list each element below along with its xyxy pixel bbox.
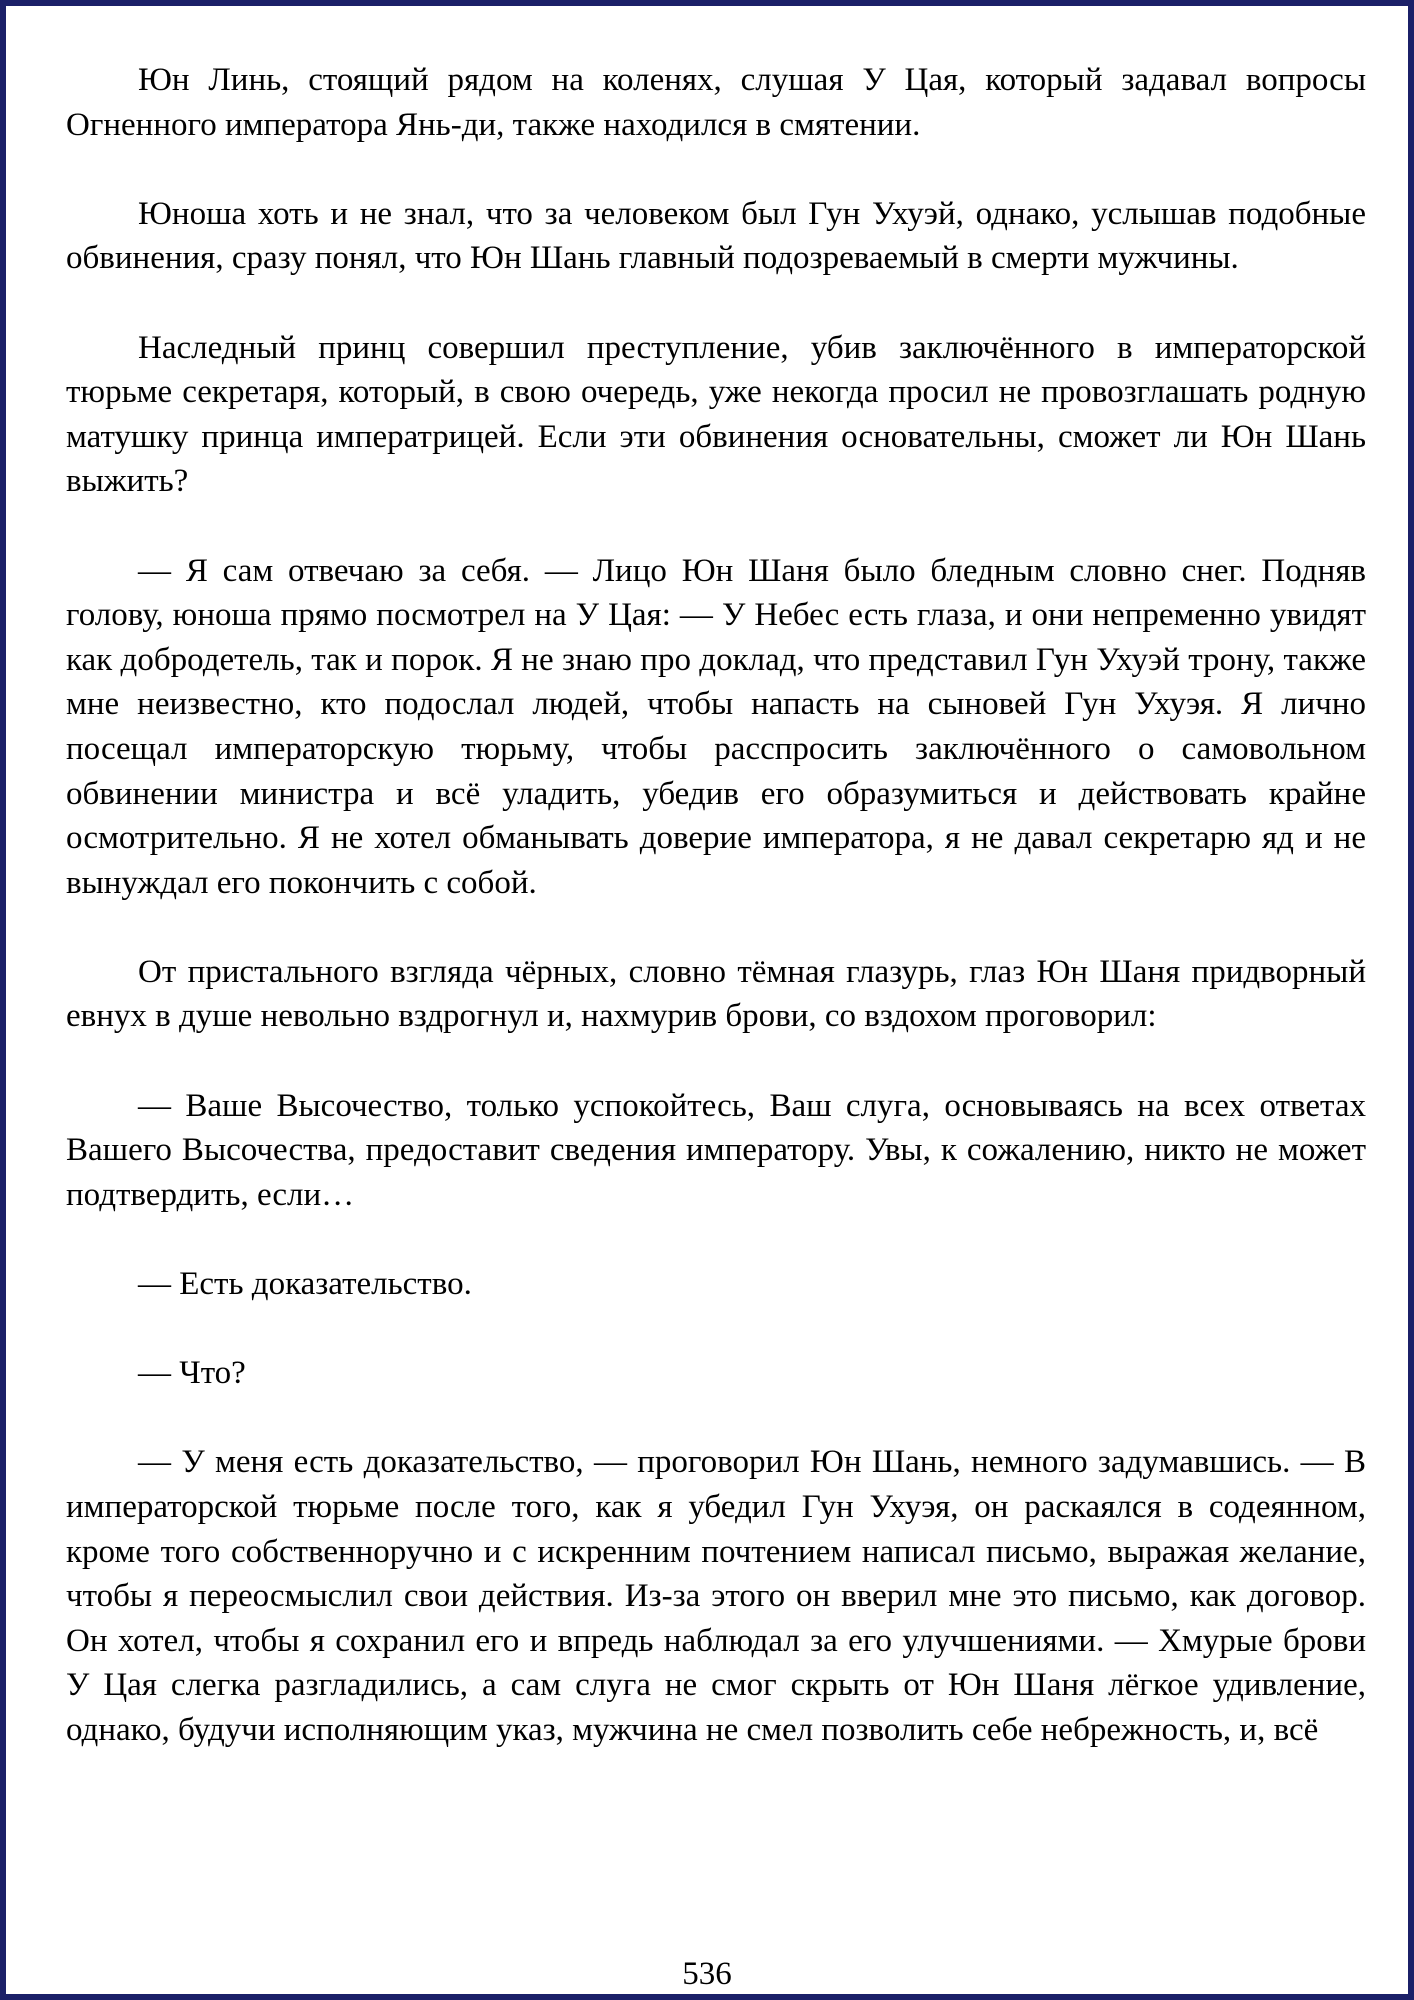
page-number: 536	[682, 1956, 732, 1992]
paragraph-9: — У меня есть доказательство, — проговорил Юн Шань, немного задумавшись. — В императорской тюрьме после того, как я убедил Гун Ухуэя, он раскаялся в содеянном, кроме того собственноручно и с искренним почтением написал письмо, выражая желание, чтобы я переосмыслил свои действия. Из-за этого он вверил мне это письмо, как договор. Он хотел, чтобы я сохранил его и впредь наблюдал за его улучшениями. — Хмурые брови У Цая слегка разгладились, а сам слуга не смог скрыть от Юн Шаня лёгкое удивление, однако, будучи исполняющим указ, мужчина не смел позволить себе небрежность, и, всё	[66, 1444, 1366, 1748]
paragraph-2: Юноша хоть и не знал, что за человеком был Гун Ухуэй, однако, услышав подобные обвинения, сразу понял, что Юн Шань главный подозреваемый в смерти мужчины.	[66, 195, 1366, 277]
paragraph-4: — Я сам отвечаю за себя. — Лицо Юн Шаня было бледным словно снег. Подняв голову, юноша прямо посмотрел на У Цая: — У Небес есть глаза, и они непременно увидят как добродетель, так и порок. Я не знаю про доклад, что представил Гун Ухуэй трону, также мне неизвестно, кто подослал людей, чтобы напасть на сыновей Гун Ухуэя. Я лично посещал императорскую тюрьму, чтобы расспросить заключённого о самовольном обвинении министра и всё уладить, убедив его образумиться и действовать крайне осмотрительно. Я не хотел обманывать доверие императора, я не давал секретарю яд и не вынуждал его покончить с собой.	[66, 552, 1366, 901]
paragraph-1: Юн Линь, стоящий рядом на коленях, слушая У Цая, который задавал вопросы Огненного императора Янь-ди, также находился в смятении.	[66, 62, 1366, 143]
paragraph-7: — Есть доказательство.	[138, 1266, 472, 1303]
paragraph-6: — Ваше Высочество, только успокойтесь, Ваш слуга, основываясь на всех ответах Вашего Высочества, предоставит сведения императору. Увы, к сожалению, никто не может подтвердить, если…	[66, 1087, 1366, 1213]
text-body	[66, 58, 1366, 1753]
paragraph-5: От пристального взгляда чёрных, словно тёмная глазурь, глаз Юн Шаня придворный евнух в душе невольно вздрогнул и, нахмурив брови, со вздохом проговорил:	[66, 953, 1366, 1035]
paragraph-3: Наследный принц совершил преступление, убив заключённого в императорской тюрьме секретаря, который, в свою очередь, уже некогда просил не провозглашать родную матушку принца императрицей. Если эти обвинения основательны, сможет ли Юн Шань выжить?	[66, 329, 1366, 500]
paragraph-8: — Что?	[138, 1355, 246, 1392]
